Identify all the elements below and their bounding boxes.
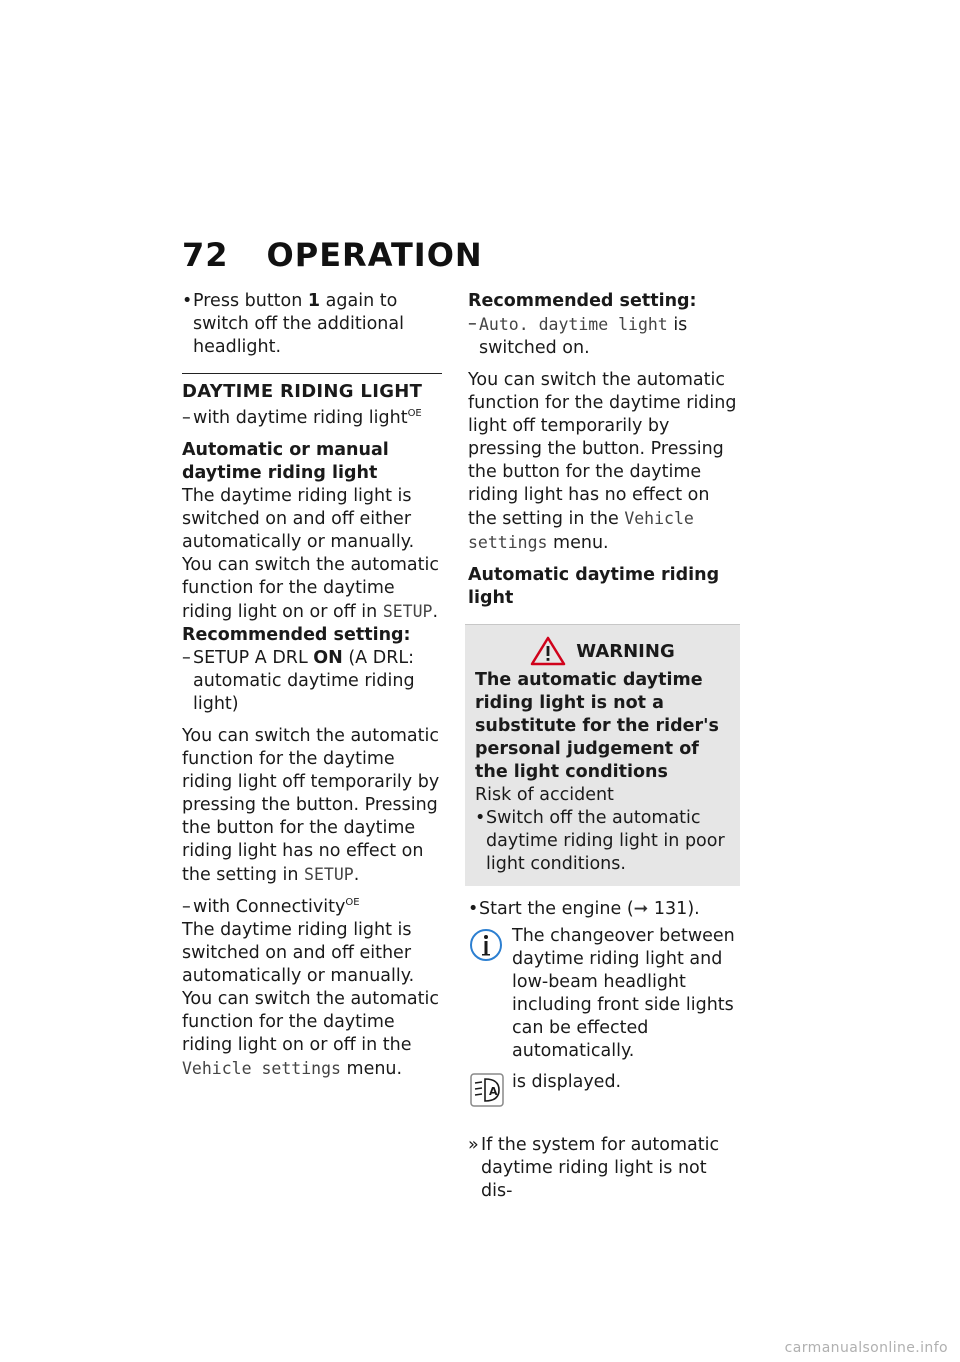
paragraph-text: You can switch the automatic function for the daytime riding light on or off in the: [182, 989, 439, 1055]
svg-text:A: A: [489, 1085, 498, 1098]
intro-bullet: [182, 290, 442, 359]
auto-manual-title: Automatic or manual daytime riding light: [182, 440, 389, 483]
rec-text-end: is switched on.: [479, 315, 688, 358]
displayed-text: is displayed.: [512, 1072, 622, 1092]
variant-connectivity: [182, 896, 442, 919]
info-text-first: [512, 925, 740, 1063]
paragraph: [182, 725, 442, 887]
paragraph: The daytime riding light is switched on and off either automatically or manually.: [182, 486, 415, 552]
oe-superscript: OE: [345, 897, 360, 909]
step-text-end: ).: [687, 899, 700, 919]
setup-code: SETUP: [382, 602, 433, 621]
page-number: 72: [182, 236, 229, 274]
info-icon: [468, 925, 506, 976]
page-header: [182, 236, 483, 274]
paragraph: [468, 369, 740, 555]
watermark-text: carmanualsonline.info: [784, 1340, 948, 1356]
warning-header: [475, 633, 730, 669]
warning-risk: Risk of accident: [475, 785, 614, 805]
rec-text-end: (A DRL: automatic daytime riding light): [193, 648, 415, 714]
variant-text: with daytime riding light: [193, 408, 408, 428]
page-reference: 131: [653, 899, 688, 919]
arrow-right-icon: ➞: [633, 899, 654, 919]
info-text: The changeover between daytime riding light and low-beam headlight including front side lights can be effected automatically.: [512, 926, 735, 1061]
paragraph-end: .: [353, 865, 360, 885]
right-column: [468, 290, 740, 1203]
variant-daytime-riding-light: [182, 407, 442, 430]
paragraph: [182, 554, 442, 624]
start-engine-step: [468, 898, 740, 921]
paragraph-text: You can switch the automatic function for the daytime riding light off temporarily by pressing the button. Pressing the button for the daytime riding light has no effect on the setting in: [182, 726, 440, 885]
recommended-item: [468, 313, 740, 360]
warning-box: [465, 624, 740, 886]
paragraph-end: menu.: [340, 1059, 403, 1079]
variant-text: with Connectivity: [193, 897, 346, 917]
paragraph-text: You can switch the automatic function for the daytime riding light on or off in: [182, 555, 439, 622]
chapter-title: OPERATION: [266, 236, 483, 274]
left-column: [182, 290, 442, 1081]
section-title: DAYTIME RIDING LIGHT: [182, 381, 423, 402]
rec-text: SETUP A DRL: [193, 648, 314, 668]
paragraph-text: You can switch the automatic function for the daytime riding light off temporarily by pressing the button. Pressing the button for the daytime riding light has no effect on the setting in the: [468, 370, 737, 529]
paragraph: [182, 988, 442, 1081]
vehicle-settings-code: Vehicle settings: [468, 509, 694, 552]
intro-text-end: again to switch off the additional headlight.: [193, 291, 404, 357]
vehicle-settings-code: Vehicle settings: [182, 1059, 341, 1078]
paragraph-end: menu.: [547, 533, 609, 553]
auto-daytime-light-code: Auto. daytime light: [479, 315, 668, 334]
setup-code: SETUP: [304, 865, 354, 884]
warning-label: WARNING: [576, 640, 675, 662]
paragraph-end: .: [432, 602, 439, 622]
auto-daytime-title: Automatic daytime riding light: [468, 565, 720, 608]
result-item: » If the system for automatic daytime riding light is not dis-: [468, 1134, 740, 1203]
section-divider: [182, 373, 442, 374]
intro-text: Press button: [193, 291, 308, 311]
rec-on: ON: [313, 648, 343, 668]
recommended-label: Recommended setting:: [468, 291, 697, 311]
paragraph: The daytime riding light is switched on and off either automatically or manually.: [182, 920, 415, 986]
recommended-label: Recommended setting:: [182, 625, 411, 645]
warning-body: [475, 669, 730, 876]
oe-superscript: OE: [407, 408, 422, 420]
warning-action: • Switch off the automatic daytime riding light in poor light conditions.: [475, 807, 730, 876]
button-number: 1: [307, 291, 321, 311]
step-text: Start the engine (: [479, 899, 634, 919]
auto-light-display-note: [468, 1071, 740, 1116]
warning-triangle-icon: [530, 636, 566, 666]
info-note: [468, 925, 740, 1063]
auto-light-icon: [468, 1071, 506, 1116]
warning-headline: The automatic daytime riding light is not a substitute for the rider's personal judgement of the light conditions: [475, 670, 719, 782]
recommended-item: [182, 647, 442, 716]
